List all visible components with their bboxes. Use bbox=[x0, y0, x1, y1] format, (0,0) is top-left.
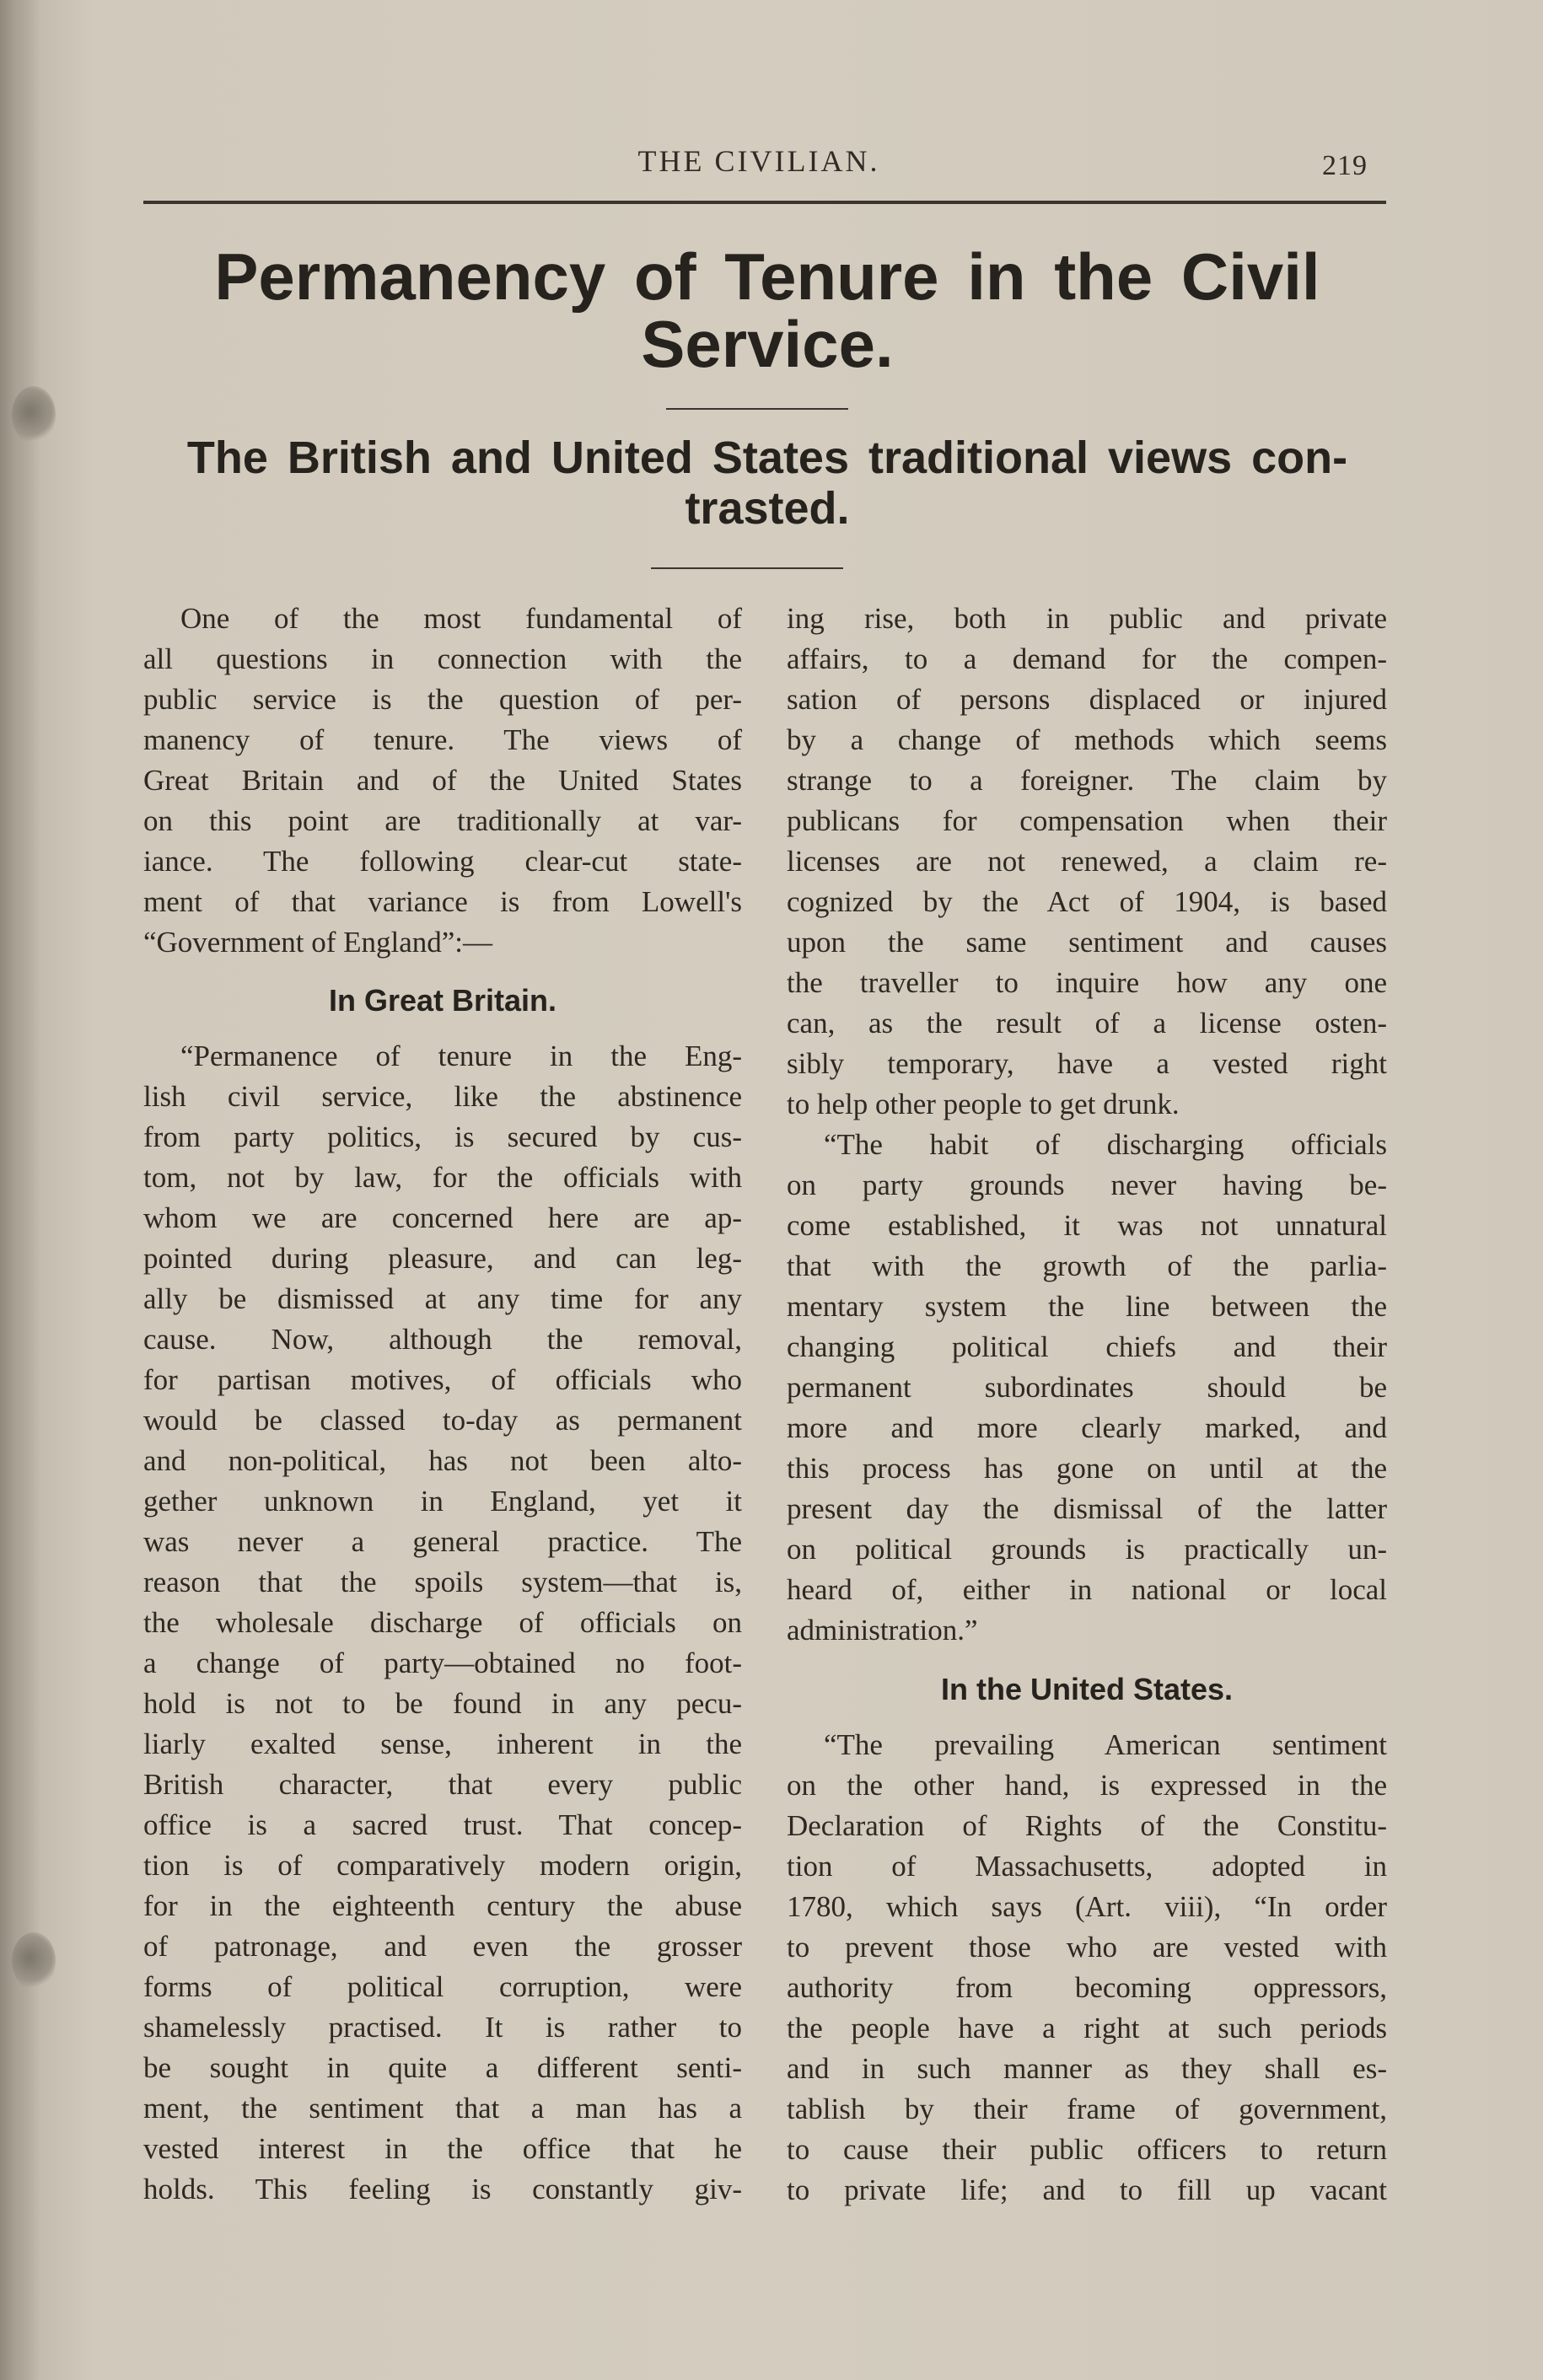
text-line: public service is the question of per- bbox=[143, 683, 742, 716]
binding-edge bbox=[0, 0, 40, 2380]
text-line: publicans for compensation when their bbox=[787, 804, 1387, 837]
text-line: whom we are concerned here are ap- bbox=[143, 1201, 742, 1234]
text-line: shamelessly practised. It is rather to bbox=[143, 2011, 742, 2044]
text-line: to help other people to get drunk. bbox=[787, 1088, 1180, 1120]
article-title bbox=[160, 239, 1374, 381]
text-line: heard of, either in national or local bbox=[787, 1573, 1387, 1606]
text-line: authority from becoming oppressors, bbox=[787, 1971, 1387, 2004]
binding-hole bbox=[12, 1932, 56, 1990]
text-line: administration.” bbox=[787, 1614, 978, 1647]
text-line: mentary system the line between the bbox=[787, 1290, 1387, 1323]
text-line: tion of Massachusetts, adopted in bbox=[787, 1850, 1387, 1883]
text-line: reason that the spoils system—that is, bbox=[143, 1566, 742, 1598]
subtitle-rule bbox=[651, 567, 843, 569]
page-number: 219 bbox=[1322, 150, 1368, 181]
text-line: hold is not to be found in any pecu- bbox=[143, 1687, 742, 1720]
text-line: sibly temporary, have a vested right bbox=[787, 1047, 1387, 1080]
text-line: 1780, which says (Art. viii), “In order bbox=[787, 1890, 1387, 1923]
text-line: cause. Now, although the removal, bbox=[143, 1323, 742, 1356]
text-line: to private life; and to fill up vacant bbox=[787, 2173, 1387, 2206]
text-line: this process has gone on until at the bbox=[787, 1452, 1387, 1485]
text-line: be sought in quite a different senti- bbox=[143, 2051, 742, 2084]
text-line: One of the most fundamental of bbox=[180, 602, 742, 635]
text-line: “The habit of discharging officials bbox=[824, 1128, 1387, 1161]
text-line: “Government of England”:— bbox=[143, 926, 493, 959]
text-line: to cause their public officers to return bbox=[787, 2133, 1387, 2166]
text-line: office is a sacred trust. That concep- bbox=[143, 1808, 742, 1841]
text-line: for in the eighteenth century the abuse bbox=[143, 1889, 742, 1922]
text-line: on party grounds never having be- bbox=[787, 1169, 1387, 1201]
header-rule bbox=[143, 201, 1386, 204]
title-line: Permanency of Tenure in the Civil bbox=[214, 239, 1320, 314]
text-line: more and more clearly marked, and bbox=[787, 1411, 1387, 1444]
text-line: iance. The following clear-cut state- bbox=[143, 845, 742, 878]
text-line: by a change of methods which seems bbox=[787, 723, 1387, 756]
text-line: on political grounds is practically un- bbox=[787, 1533, 1387, 1566]
text-line: from party politics, is secured by cus- bbox=[143, 1120, 742, 1153]
text-line: affairs, to a demand for the compen- bbox=[787, 642, 1387, 675]
text-line: all questions in connection with the bbox=[143, 642, 742, 675]
text-line: the wholesale discharge of officials on bbox=[143, 1606, 742, 1639]
text-line: gether unknown in England, yet it bbox=[143, 1485, 742, 1518]
title-rule bbox=[666, 408, 848, 410]
text-line: come established, it was not unnatural bbox=[787, 1209, 1387, 1242]
text-line: ing rise, both in public and private bbox=[787, 602, 1387, 635]
text-line: manency of tenure. The views of bbox=[143, 723, 742, 756]
text-line: to prevent those who are vested with bbox=[787, 1931, 1387, 1964]
text-line: cognized by the Act of 1904, is based bbox=[787, 885, 1387, 918]
text-line: tion is of comparatively modern origin, bbox=[143, 1849, 742, 1882]
text-line: vested interest in the office that he bbox=[143, 2132, 742, 2165]
text-line: tablish by their frame of government, bbox=[787, 2093, 1387, 2125]
text-line: pointed during pleasure, and can leg- bbox=[143, 1242, 742, 1275]
text-line: the people have a right at such periods bbox=[787, 2012, 1387, 2044]
text-line: changing political chiefs and their bbox=[787, 1330, 1387, 1363]
text-line: permanent subordinates should be bbox=[787, 1371, 1387, 1404]
text-line: lish civil service, like the abstinence bbox=[143, 1080, 742, 1113]
text-line: sation of persons displaced or injured bbox=[787, 683, 1387, 716]
text-line: and non-political, has not been alto- bbox=[143, 1444, 742, 1477]
text-line: “The prevailing American sentiment bbox=[824, 1728, 1387, 1761]
text-line: a change of party—obtained no foot- bbox=[143, 1647, 742, 1679]
text-line: strange to a foreigner. The claim by bbox=[787, 764, 1387, 797]
text-line: and in such manner as they shall es- bbox=[787, 2052, 1387, 2085]
text-line: would be classed to-day as permanent bbox=[143, 1404, 742, 1437]
text-line: forms of political corruption, were bbox=[143, 1970, 742, 2003]
text-line: tom, not by law, for the officials with bbox=[143, 1161, 742, 1194]
running-head: THE CIVILIAN. bbox=[637, 144, 880, 178]
text-line: the traveller to inquire how any one bbox=[787, 966, 1387, 999]
subtitle-line: The British and United States traditional views con- bbox=[186, 432, 1348, 483]
binding-hole bbox=[12, 386, 56, 443]
text-line: British character, that every public bbox=[143, 1768, 742, 1801]
text-line: on the other hand, is expressed in the bbox=[787, 1769, 1387, 1802]
text-line: for partisan motives, of officials who bbox=[143, 1363, 742, 1396]
text-line: Declaration of Rights of the Constitu- bbox=[787, 1809, 1387, 1842]
section-heading-great-britain: In Great Britain. bbox=[328, 983, 557, 1018]
text-line: holds. This feeling is constantly giv- bbox=[143, 2173, 742, 2205]
text-line: upon the same sentiment and causes bbox=[787, 926, 1387, 959]
text-line: on this point are traditionally at var- bbox=[143, 804, 742, 837]
text-line: ment of that variance is from Lowell's bbox=[143, 885, 742, 918]
subtitle-line: trasted. bbox=[685, 483, 850, 534]
text-line: ment, the sentiment that a man has a bbox=[143, 2092, 742, 2125]
text-line: liarly exalted sense, inherent in the bbox=[143, 1727, 742, 1760]
text-line: of patronage, and even the grosser bbox=[143, 1930, 742, 1963]
text-line: ally be dismissed at any time for any bbox=[143, 1282, 742, 1315]
title-line: Service. bbox=[641, 307, 894, 381]
article-subtitle bbox=[135, 432, 1400, 534]
text-line: licenses are not renewed, a claim re- bbox=[787, 845, 1387, 878]
text-line: Great Britain and of the United States bbox=[143, 764, 742, 797]
text-line: present day the dismissal of the latter bbox=[787, 1492, 1387, 1525]
text-line: can, as the result of a license osten- bbox=[787, 1007, 1387, 1040]
text-line: that with the growth of the parlia- bbox=[787, 1249, 1387, 1282]
section-heading-united-states: In the United States. bbox=[940, 1672, 1234, 1706]
text-line: was never a general practice. The bbox=[143, 1525, 742, 1558]
text-line: “Permanence of tenure in the Eng- bbox=[180, 1040, 742, 1072]
